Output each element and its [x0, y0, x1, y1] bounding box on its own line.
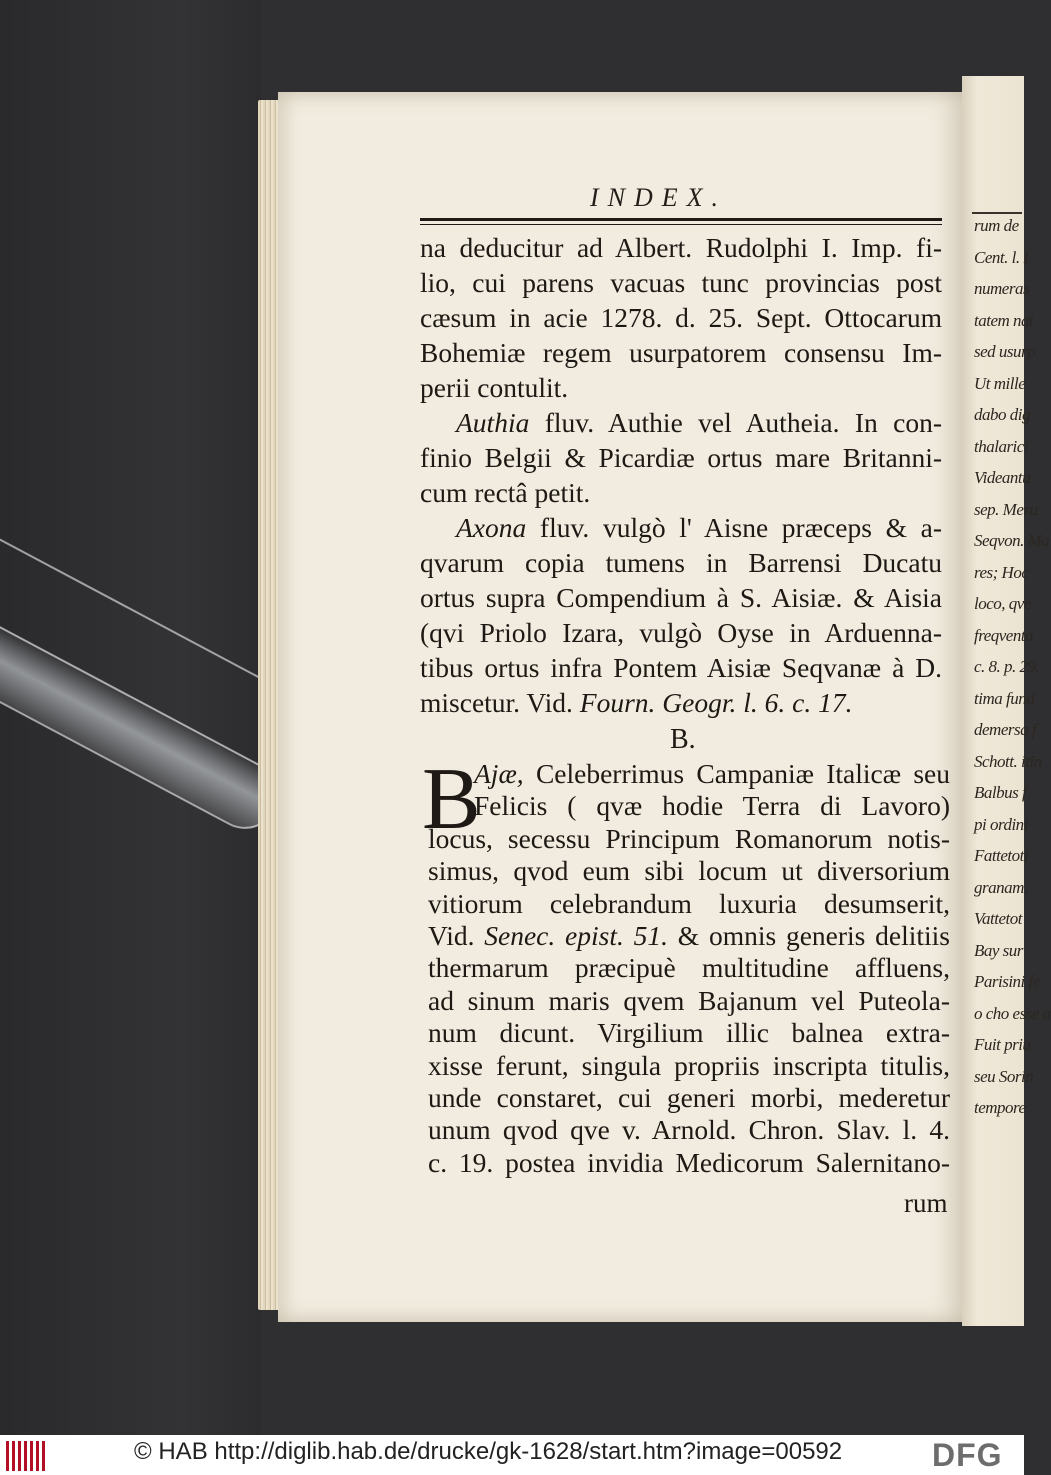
body-line: c. 19. postea invidia Medicorum Salernitano- [428, 1146, 950, 1178]
viewer-footer [0, 1435, 1024, 1475]
facing-page-line: tempore [974, 1098, 1026, 1117]
body-line: finio Belgii & Picardiæ ortus mare Britanni- [420, 442, 942, 473]
library-logo-icon [6, 1441, 46, 1471]
header-rule [420, 218, 942, 221]
body-line: thermarum præcipuè multitudine affluens, [428, 952, 950, 984]
body-line: num dicunt. Virgilium illic balnea extra- [428, 1017, 950, 1049]
facing-page-line: Cent. l. I [974, 247, 1029, 267]
entry-text: Celeberrimus Campaniæ Italicæ seu [535, 758, 951, 789]
body-line: Bohemiæ regem usurpatorem consensu Im- [420, 337, 942, 368]
body-line: vitiorum celebrandum luxuria desumserit, [428, 887, 950, 919]
body-line: (qvi Priolo Izara, vulgò Oyse in Arduenna- [420, 617, 942, 648]
facing-page-line: Bay sur [974, 940, 1023, 960]
facing-page-line: Ut mille [974, 373, 1026, 393]
entry-text: miscetur. Vid. [420, 687, 573, 718]
entry-text: fluv. Authie vel Autheia. In con- [544, 407, 942, 438]
entry-head: Authia [456, 407, 530, 438]
copyright-url[interactable]: © HAB http://diglib.hab.de/drucke/gk-1628/start.htm?image=00592 [134, 1438, 843, 1465]
citation: Senec. epist. 51. [484, 919, 668, 951]
facing-page-line: Fattetoti [974, 846, 1029, 865]
facing-page-line: Vattetot [974, 909, 1022, 928]
entry-text: fluv. vulgò l' Aisne præceps & a- [539, 512, 942, 543]
facing-page-line: loco, qve [974, 594, 1031, 613]
body-line: ortus supra Compendium à S. Aisiæ. & Aisia [420, 582, 942, 613]
facing-page-line: rum de [974, 216, 1019, 235]
facing-page-line: demersa f [974, 720, 1037, 739]
facing-page-line: c. 8. p. 29. [974, 657, 1040, 676]
body-line: cum rectâ petit. [420, 477, 591, 508]
facing-page-line: Schott. itin [974, 751, 1042, 771]
facing-page-line: sep. Meru [974, 499, 1038, 519]
header-rule-thin [420, 224, 942, 225]
body-line [428, 920, 950, 952]
facing-page-line: Seqvon. Ma [974, 531, 1050, 550]
facing-page-line: granam, [974, 877, 1028, 897]
facing-page-line: Balbus f [974, 783, 1027, 802]
body-line: tibus ortus infra Pontem Aisiæ Seqvanæ à D. [420, 652, 942, 683]
body-line: xisse ferunt, singula propriis inscripta titulis, [428, 1049, 950, 1081]
body-line: qvarum copia tumens in Barrensi Ducatu [420, 547, 942, 578]
entry-block-a [420, 230, 942, 720]
facing-page-line: o cho esse a [974, 1003, 1051, 1023]
entry-axona [420, 510, 942, 545]
body-line: locus, secessu Principum Romanorum notis- [428, 822, 950, 854]
facing-page-line: thalarici [974, 436, 1029, 456]
facing-page-line: numeras [974, 279, 1030, 298]
drop-capital: B [422, 751, 481, 848]
entry-text: & omnis generis delitiis [677, 919, 950, 951]
facing-page-line: res; Hoc [974, 562, 1029, 582]
body-line: simus, qvod eum sibi locum ut diversorium [428, 855, 950, 887]
body-line: unde constaret, cui generi morbi, mederetur [428, 1081, 950, 1113]
facing-page-line: Fuit priu [974, 1035, 1031, 1054]
facing-page-line: pi ordini [974, 814, 1028, 834]
body-line [428, 758, 950, 790]
facing-page [962, 76, 1051, 1326]
facing-page-line: sed usurp [974, 342, 1036, 361]
body-line: cæsum in acie 1278. d. 25. Sept. Ottocarum [420, 302, 942, 333]
body-line: lio, cui parens vacuas tunc provincias post [420, 267, 942, 298]
facing-page-line: dabo dig [974, 405, 1030, 424]
facing-page-line: tatem nat [974, 310, 1034, 330]
body-line: na deducitur ad Albert. Rudolphi I. Imp. fi- [420, 232, 942, 263]
body-line: Felicis ( qvæ hodie Terra di Lavoro) [474, 790, 950, 822]
facing-page-line: freqventa [974, 625, 1034, 645]
entry-block-b [428, 758, 950, 1179]
dfg-logo: DFG [932, 1437, 1003, 1473]
catchword: rum [904, 1188, 948, 1218]
body-line: unum qvod qve v. Arnold. Chron. Slav. l. 4. [428, 1114, 950, 1146]
entry-text: Vid. [428, 919, 475, 951]
body-line: ad sinum maris qvem Bajanum vel Puteola- [428, 984, 950, 1016]
entry-head: Axona [456, 512, 527, 543]
running-head: INDEX. [590, 183, 728, 212]
body-line: perii contulit. [420, 372, 569, 403]
entry-authia [420, 405, 942, 440]
entry-head: Ajæ, [474, 758, 524, 789]
facing-page-line: seu Sorin [974, 1066, 1034, 1086]
facing-page-line: tima fund [974, 688, 1035, 708]
facing-page-line: Videantu [974, 468, 1031, 487]
section-heading: B. [670, 724, 696, 755]
body-line [420, 685, 942, 720]
facing-page-rule [972, 212, 1022, 214]
facing-page-line: Parisini fe [974, 972, 1040, 991]
citation: Fourn. Geogr. l. 6. c. 17. [579, 687, 853, 718]
